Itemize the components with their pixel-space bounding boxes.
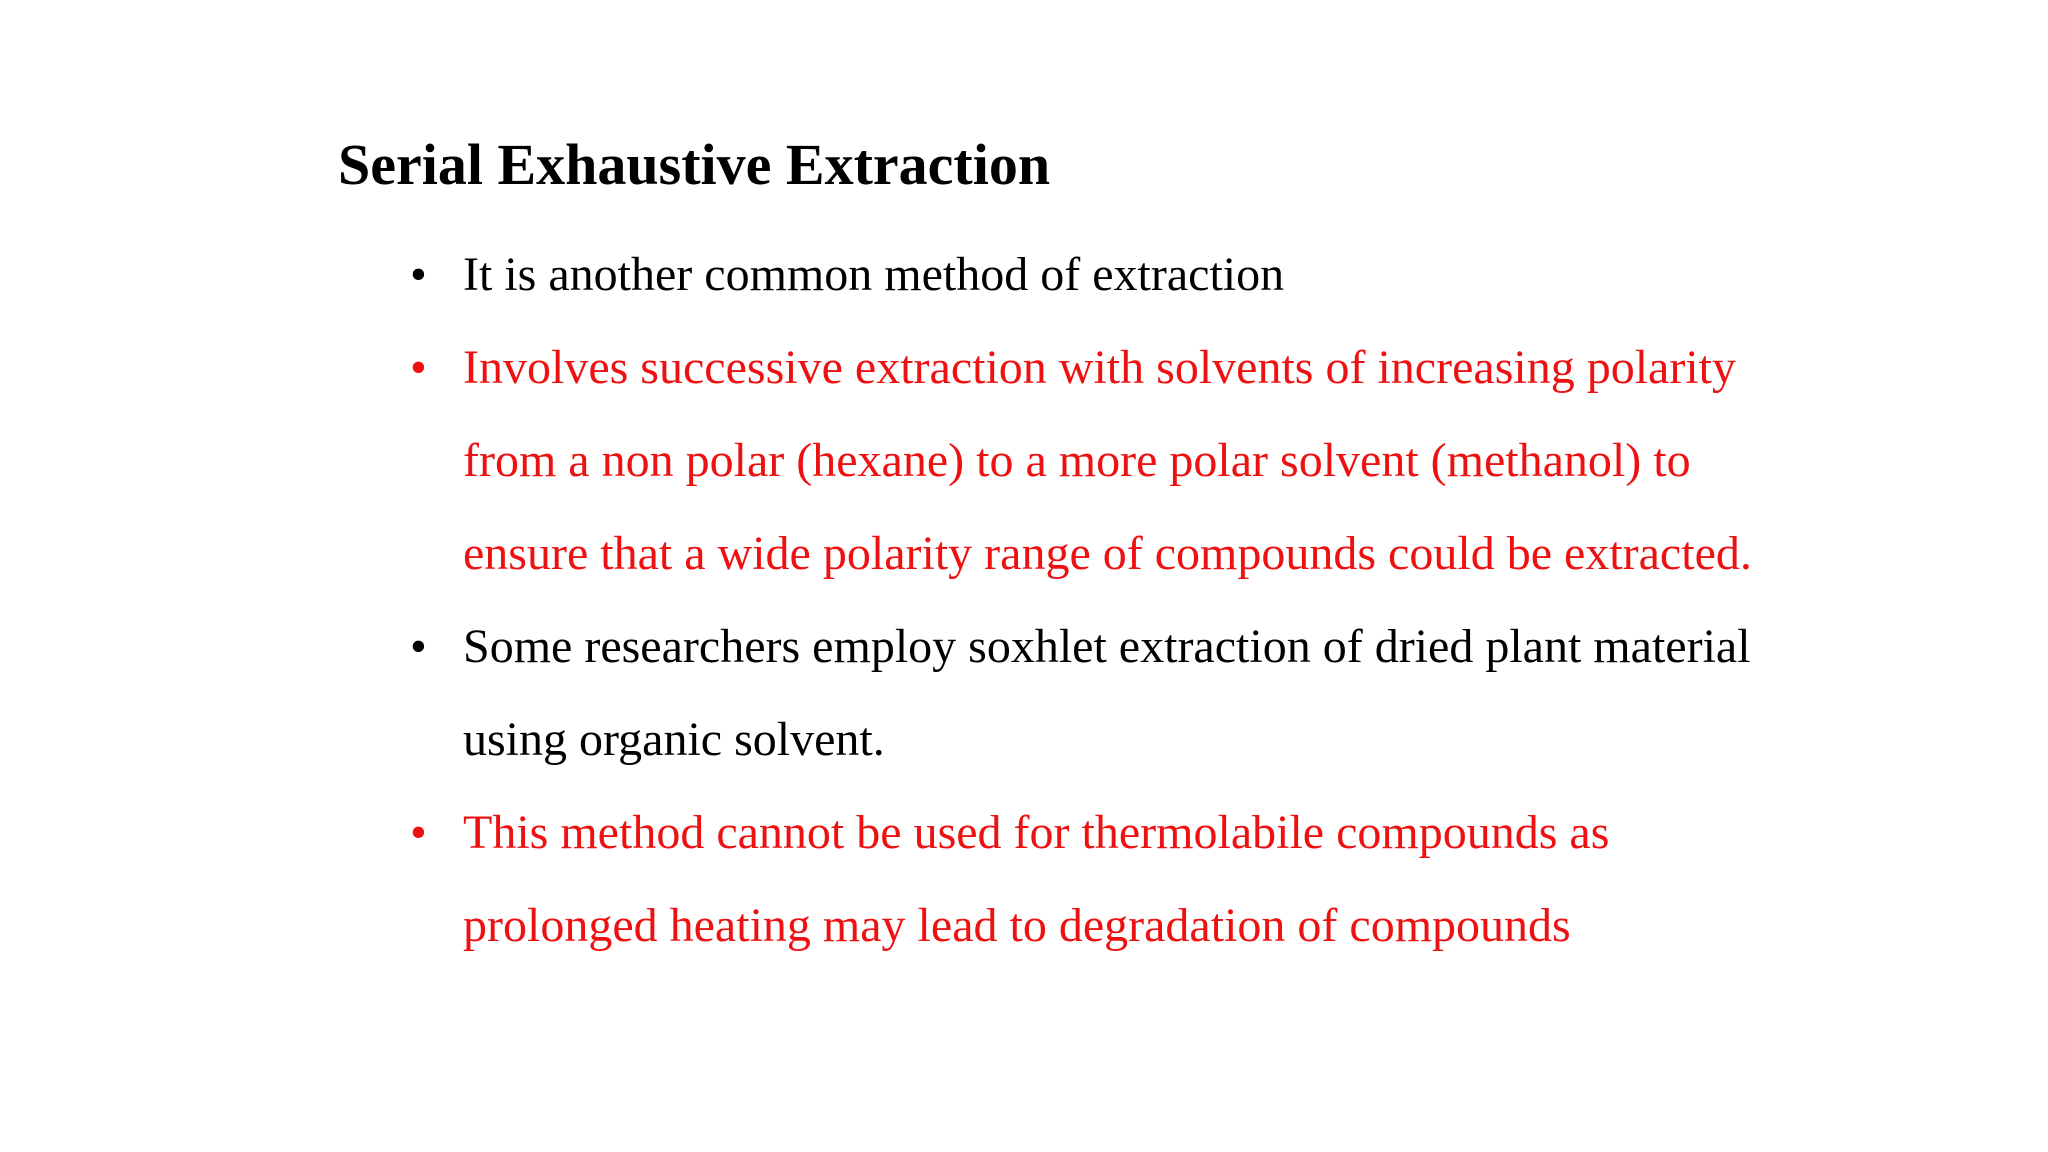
bullet-text: Some researchers employ soxhlet extraction of dried plant material using organic solvent.: [463, 620, 1751, 766]
bullet-dot-icon: •: [410, 620, 427, 673]
bullet-item-common-method: [410, 228, 1790, 321]
bullet-item-thermolabile-warning: [410, 786, 1790, 972]
bullet-item-soxhlet: [410, 600, 1790, 786]
bullet-dot-icon: •: [410, 806, 427, 859]
bullet-text: It is another common method of extraction: [463, 248, 1285, 301]
bullet-text: This method cannot be used for thermolabile compounds as prolonged heating may lead to degradation of compounds: [463, 806, 1610, 952]
slide-title: Serial Exhaustive Extraction: [338, 132, 1051, 197]
bullet-dot-icon: •: [410, 248, 427, 301]
bullet-dot-icon: •: [410, 341, 427, 394]
bullet-text: Involves successive extraction with solvents of increasing polarity from a non polar (hexane) to a more polar solvent (methanol) to ensure that a wide polarity range of compounds could be extracted.: [463, 341, 1752, 580]
bullet-list: [410, 228, 1790, 972]
bullet-item-successive-extraction: [410, 321, 1790, 600]
